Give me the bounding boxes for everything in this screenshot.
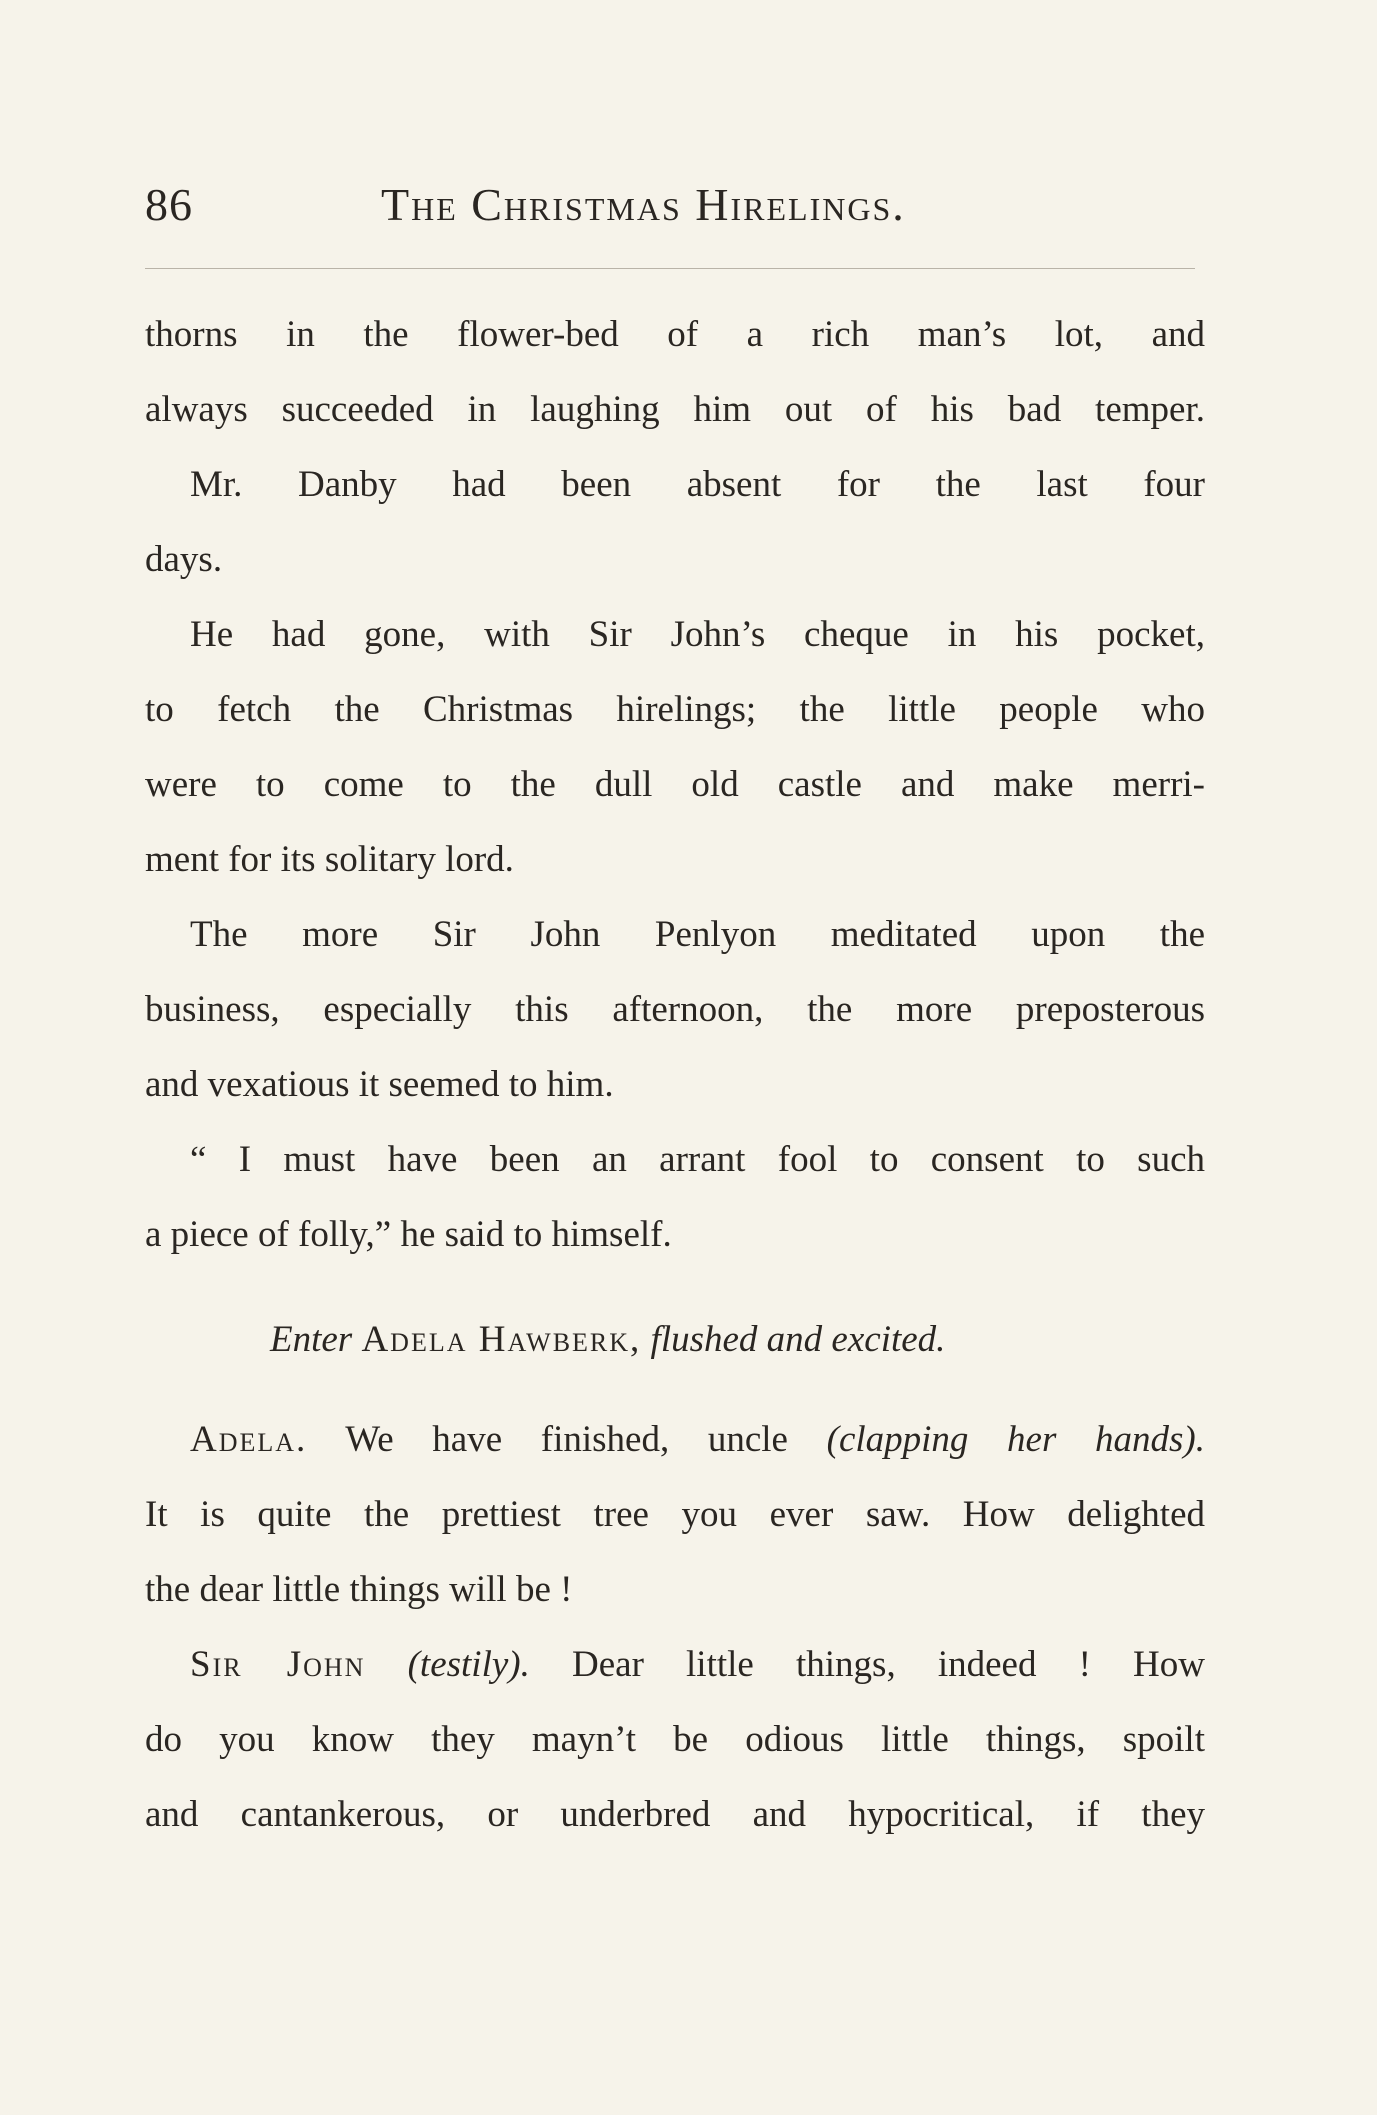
- speech-aside: (testily).: [407, 1644, 530, 1685]
- speech-line: the dear little things will be !: [145, 1569, 573, 1610]
- text-line: a piece of folly,” he said to himself.: [145, 1214, 672, 1255]
- speech-text: Dear little things, indeed ! How: [572, 1644, 1205, 1685]
- stage-enter: Enter: [270, 1319, 353, 1360]
- stage-direction: [145, 1280, 1205, 1380]
- page-header: [145, 178, 1205, 248]
- text-line: days.: [145, 539, 223, 580]
- speech-line: [145, 1410, 1205, 1485]
- speech-line: [145, 1635, 1205, 1710]
- speech-line: and cantankerous, or underbred and hypocritical, if they: [145, 1794, 1205, 1835]
- text-line: “ I must have been an arrant fool to consent to such: [190, 1139, 1205, 1180]
- text-line: He had gone, with Sir John’s cheque in his pocket,: [190, 614, 1205, 655]
- text-line: and vexatious it seemed to him.: [145, 1064, 614, 1105]
- text-line: Mr. Danby had been absent for the last four: [190, 464, 1205, 505]
- text-line: always succeeded in laughing him out of his bad temper.: [145, 389, 1205, 430]
- page-number: 86: [145, 179, 193, 230]
- running-title: The Christmas Hirelings.: [381, 179, 906, 230]
- stage-character: Adela Hawberk,: [361, 1319, 642, 1360]
- speech-text: We have finished, uncle: [345, 1419, 788, 1460]
- speech-line: It is quite the prettiest tree you ever saw. How delighted: [145, 1494, 1205, 1535]
- text-line: to fetch the Christmas hirelings; the little people who: [145, 689, 1205, 730]
- text-line: were to come to the dull old castle and make merri-: [145, 764, 1205, 805]
- text-line: The more Sir John Penlyon meditated upon the: [190, 914, 1205, 955]
- spacer: [145, 1380, 1205, 1410]
- stage-manner: flushed and excited.: [650, 1319, 946, 1360]
- text-line: ment for its solitary lord.: [145, 839, 514, 880]
- speaker-name: Adela.: [190, 1419, 308, 1460]
- header-rule: [145, 268, 1195, 269]
- text-line: business, especially this afternoon, the more preposterous: [145, 989, 1205, 1030]
- body-text: [145, 305, 1205, 1860]
- speech-aside: (clapping her hands).: [826, 1419, 1205, 1460]
- speaker-name: Sir John: [190, 1644, 366, 1685]
- speech-line: do you know they mayn’t be odious little things, spoilt: [145, 1719, 1205, 1760]
- text-line: thorns in the flower-bed of a rich man’s lot, and: [145, 314, 1205, 355]
